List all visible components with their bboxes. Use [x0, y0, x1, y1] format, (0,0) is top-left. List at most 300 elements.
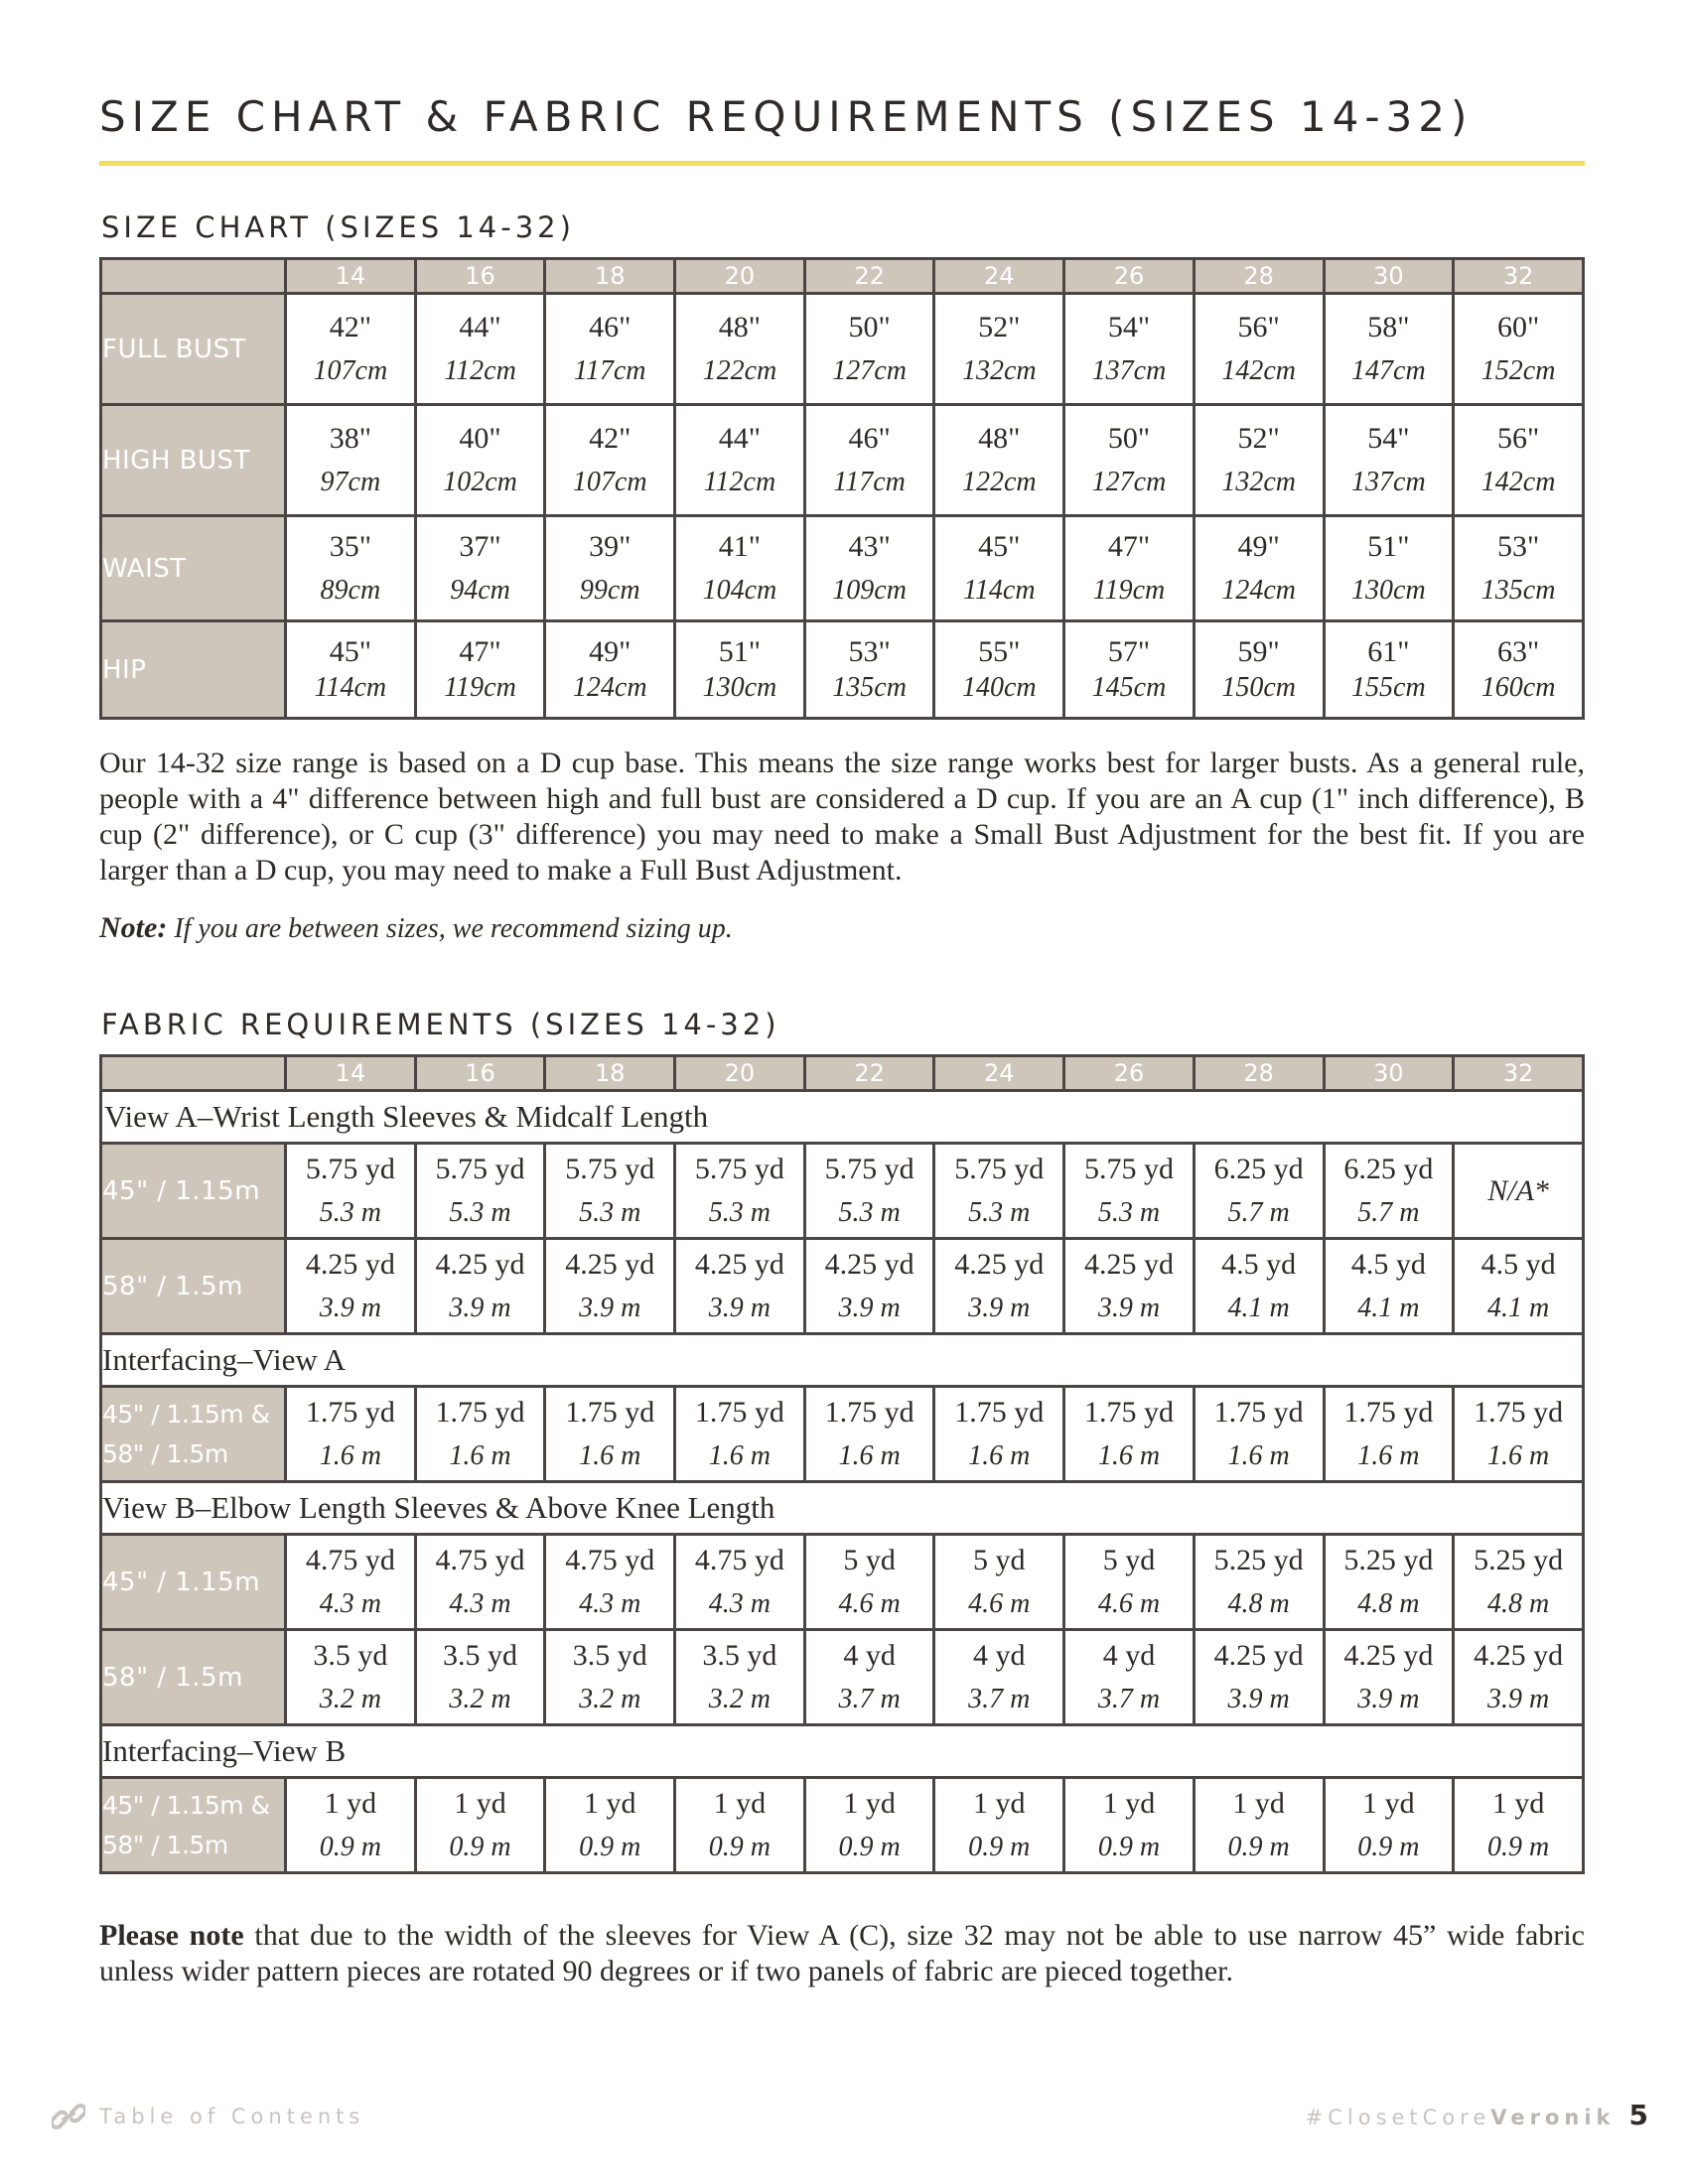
yardage-cell	[1064, 1630, 1195, 1725]
fabric-size-header-32: 32	[1454, 1056, 1584, 1091]
imperial-value: 55"	[978, 634, 1021, 668]
metric-value: 1.6 m	[838, 1439, 901, 1471]
imperial-value: 1 yd	[1102, 1786, 1156, 1820]
measurement-cell	[675, 621, 805, 719]
yardage-cell	[934, 1387, 1064, 1482]
imperial-value: 4 yd	[1102, 1638, 1156, 1672]
imperial-value: 52"	[1237, 421, 1280, 455]
yardage-cell	[1454, 1778, 1584, 1873]
imperial-value: 4 yd	[843, 1638, 896, 1672]
metric-value: 0.9 m	[1097, 1831, 1161, 1862]
metric-value: 107cm	[313, 354, 388, 386]
yardage-cell	[286, 1387, 416, 1482]
size-header-24: 24	[934, 259, 1064, 294]
metric-value: 124cm	[1221, 574, 1296, 606]
metric-value: 4.1 m	[1486, 1292, 1550, 1323]
measurement-cell	[545, 516, 675, 621]
size-header-30: 30	[1324, 259, 1454, 294]
size-header-26: 26	[1064, 259, 1195, 294]
measurement-cell	[286, 405, 416, 516]
yardage-cell	[934, 1778, 1064, 1873]
metric-value: 3.7 m	[1097, 1683, 1161, 1714]
metric-value: 4.8 m	[1227, 1587, 1290, 1619]
yardage-cell	[1194, 1535, 1324, 1630]
metric-value: 114cm	[962, 574, 1036, 606]
section-heading: Interfacing–View A	[101, 1334, 1584, 1387]
size-header-14: 14	[286, 259, 416, 294]
metric-value: 89cm	[320, 574, 381, 606]
imperial-value: 5 yd	[973, 1543, 1026, 1576]
metric-value: 3.9 m	[1227, 1683, 1290, 1714]
imperial-value: 4.5 yd	[1221, 1247, 1297, 1281]
imperial-value: 1 yd	[973, 1786, 1026, 1820]
imperial-value: 5.25 yd	[1474, 1543, 1564, 1576]
metric-value: 0.9 m	[1227, 1831, 1290, 1862]
fabric-width-label: 58" / 1.5m	[101, 1239, 286, 1334]
note-text: If you are between sizes, we recommend sizing up.	[167, 913, 733, 944]
yardage-cell	[1064, 1387, 1195, 1482]
metric-value: 5.3 m	[319, 1196, 381, 1228]
measurement-cell	[415, 294, 545, 405]
fabric-size-header-28: 28	[1194, 1056, 1324, 1091]
imperial-value: 1 yd	[1491, 1786, 1545, 1820]
fabric-width-label: 45" / 1.15m & 58" / 1.5m	[101, 1778, 286, 1873]
imperial-value: 35"	[329, 529, 371, 563]
measurement-cell	[804, 294, 934, 405]
size-header-18: 18	[545, 259, 675, 294]
fabric-requirements-title: FABRIC REQUIREMENTS (SIZES 14-32)	[101, 1008, 780, 1041]
imperial-value: 1 yd	[454, 1786, 506, 1820]
metric-value: 1.6 m	[968, 1439, 1031, 1471]
size-header-32: 32	[1454, 259, 1584, 294]
imperial-value: 1 yd	[583, 1786, 636, 1820]
metric-value: 150cm	[1221, 671, 1296, 703]
yardage-cell	[1194, 1387, 1324, 1482]
metric-value: 1.6 m	[1227, 1439, 1290, 1471]
metric-value: 4.3 m	[708, 1587, 772, 1619]
measurement-cell	[1064, 294, 1195, 405]
imperial-value: 45"	[329, 634, 371, 668]
size-header-22: 22	[804, 259, 934, 294]
fabric-width-label: 45" / 1.15m	[101, 1535, 286, 1630]
metric-value: 4.1 m	[1227, 1292, 1290, 1323]
imperial-value: 4.25 yd	[435, 1247, 525, 1281]
metric-value: 0.9 m	[319, 1831, 381, 1862]
imperial-value: 5.75 yd	[565, 1152, 655, 1185]
measurement-cell	[1064, 621, 1195, 719]
section-row	[101, 1091, 1584, 1144]
imperial-value: 1.75 yd	[824, 1395, 914, 1429]
measurement-cell	[1194, 405, 1324, 516]
yardage-cell	[545, 1239, 675, 1334]
imperial-value: 42"	[329, 310, 371, 343]
metric-value: 132cm	[1221, 466, 1296, 497]
note-label: Note:	[99, 911, 168, 944]
yardage-cell	[1064, 1239, 1195, 1334]
metric-value: 4.3 m	[319, 1587, 381, 1619]
measurement-cell	[1324, 294, 1454, 405]
table-of-contents-link[interactable]	[52, 2103, 364, 2130]
yardage-cell	[1324, 1778, 1454, 1873]
imperial-value: 47"	[459, 634, 501, 668]
yardage-cell	[1454, 1387, 1584, 1482]
metric-value: 104cm	[702, 574, 777, 606]
measurement-cell	[934, 621, 1064, 719]
yardage-cell	[1194, 1630, 1324, 1725]
metric-value: 1.6 m	[708, 1439, 772, 1471]
imperial-value: 4.25 yd	[824, 1247, 914, 1281]
size-header-16: 16	[415, 259, 545, 294]
size-header-20: 20	[675, 259, 805, 294]
metric-value: 112cm	[703, 466, 776, 497]
imperial-value: 4.75 yd	[565, 1543, 655, 1576]
table-row	[101, 1144, 1584, 1239]
imperial-value: 5.75 yd	[1083, 1152, 1174, 1185]
imperial-value: 4.25 yd	[1474, 1638, 1564, 1672]
yardage-cell	[1064, 1144, 1195, 1239]
imperial-value: 46"	[848, 421, 891, 455]
table-row	[101, 621, 1584, 719]
metric-value: 122cm	[961, 466, 1037, 497]
yardage-cell	[286, 1630, 416, 1725]
imperial-value: 1.75 yd	[565, 1395, 655, 1429]
title-underline	[99, 161, 1585, 166]
yardage-cell	[675, 1144, 805, 1239]
imperial-value: 1.75 yd	[305, 1395, 395, 1429]
measurement-cell	[1064, 516, 1195, 621]
table-row	[101, 1239, 1584, 1334]
metric-value: 119cm	[444, 671, 516, 703]
metric-value: 132cm	[961, 354, 1037, 386]
metric-value: 0.9 m	[968, 1831, 1031, 1862]
imperial-value: 1 yd	[1362, 1786, 1415, 1820]
metric-value: 1.6 m	[449, 1439, 511, 1471]
imperial-value: 3.5 yd	[443, 1638, 518, 1672]
metric-value: 5.3 m	[579, 1196, 641, 1228]
measurement-cell	[934, 516, 1064, 621]
measurement-cell	[1194, 621, 1324, 719]
metric-value: 94cm	[450, 574, 510, 606]
imperial-value: 49"	[589, 634, 632, 668]
not-available-value: N/A*	[1487, 1173, 1549, 1207]
imperial-value: 54"	[1107, 310, 1151, 343]
fabric-width-label: 58" / 1.5m	[101, 1630, 286, 1725]
footer-right	[1306, 2099, 1648, 2131]
fabric-size-header-22: 22	[804, 1056, 934, 1091]
measurement-cell	[545, 405, 675, 516]
metric-value: 114cm	[314, 671, 387, 703]
yardage-cell	[1324, 1387, 1454, 1482]
imperial-value: 44"	[459, 310, 501, 343]
imperial-value: 40"	[459, 421, 501, 455]
imperial-value: 3.5 yd	[702, 1638, 777, 1672]
yardage-cell	[415, 1630, 545, 1725]
metric-value: 5.3 m	[968, 1196, 1031, 1228]
metric-value: 117cm	[833, 466, 906, 497]
section-heading: Interfacing–View B	[101, 1725, 1584, 1778]
please-note-label: Please note	[99, 1919, 244, 1952]
imperial-value: 1.75 yd	[1213, 1395, 1304, 1429]
yardage-cell	[675, 1535, 805, 1630]
table-row	[101, 294, 1584, 405]
yardage-cell	[1194, 1778, 1324, 1873]
metric-value: 3.2 m	[708, 1683, 772, 1714]
imperial-value: 5.25 yd	[1343, 1543, 1434, 1576]
fabric-size-header-14: 14	[286, 1056, 416, 1091]
imperial-value: 5.75 yd	[305, 1152, 395, 1185]
yardage-cell	[286, 1535, 416, 1630]
yardage-cell	[286, 1239, 416, 1334]
hashtag-bold: Veronik	[1490, 2106, 1616, 2129]
imperial-value: 51"	[718, 634, 762, 668]
metric-value: 117cm	[573, 354, 646, 386]
table-row	[101, 1630, 1584, 1725]
metric-value: 4.3 m	[579, 1587, 641, 1619]
please-note-paragraph	[99, 1918, 1585, 1989]
imperial-value: 61"	[1367, 634, 1410, 668]
yardage-cell	[934, 1144, 1064, 1239]
metric-value: 152cm	[1480, 354, 1556, 386]
yardage-cell	[1324, 1144, 1454, 1239]
yardage-cell	[1064, 1778, 1195, 1873]
yardage-cell	[804, 1630, 934, 1725]
imperial-value: 4.75 yd	[694, 1543, 784, 1576]
yardage-cell	[545, 1535, 675, 1630]
imperial-value: 5.25 yd	[1213, 1543, 1304, 1576]
metric-value: 1.6 m	[319, 1439, 381, 1471]
measurement-cell	[545, 294, 675, 405]
metric-value: 130cm	[702, 671, 777, 703]
imperial-value: 1.75 yd	[954, 1395, 1045, 1429]
metric-value: 3.9 m	[708, 1292, 772, 1323]
hashtag	[1306, 2106, 1616, 2129]
metric-value: 4.6 m	[968, 1587, 1031, 1619]
measurement-cell	[286, 294, 416, 405]
metric-value: 0.9 m	[1486, 1831, 1550, 1862]
imperial-value: 1.75 yd	[1343, 1395, 1434, 1429]
size-chart-table	[99, 257, 1585, 720]
imperial-value: 4.25 yd	[954, 1247, 1045, 1281]
metric-value: 4.1 m	[1357, 1292, 1420, 1323]
yardage-cell	[1064, 1535, 1195, 1630]
imperial-value: 5 yd	[843, 1543, 896, 1576]
row-label: HIP	[101, 621, 286, 719]
section-row	[101, 1725, 1584, 1778]
page-number: 5	[1628, 2099, 1648, 2131]
metric-value: 145cm	[1091, 671, 1167, 703]
yardage-cell	[675, 1630, 805, 1725]
measurement-cell	[1194, 516, 1324, 621]
metric-value: 4.6 m	[1097, 1587, 1161, 1619]
imperial-value: 4.5 yd	[1350, 1247, 1426, 1281]
metric-value: 3.2 m	[579, 1683, 641, 1714]
measurement-cell	[804, 516, 934, 621]
yardage-cell	[1454, 1144, 1584, 1239]
metric-value: 142cm	[1221, 354, 1296, 386]
imperial-value: 48"	[718, 310, 762, 343]
metric-value: 5.3 m	[1097, 1196, 1161, 1228]
metric-value: 3.9 m	[1097, 1292, 1161, 1323]
metric-value: 135cm	[1480, 574, 1556, 606]
yardage-cell	[415, 1144, 545, 1239]
metric-value: 4.8 m	[1357, 1587, 1420, 1619]
table-row	[101, 1387, 1584, 1482]
imperial-value: 5.75 yd	[824, 1152, 914, 1185]
imperial-value: 45"	[978, 529, 1021, 563]
metric-value: 102cm	[443, 466, 517, 497]
fabric-header-row	[101, 1056, 1584, 1091]
metric-value: 3.9 m	[1486, 1683, 1550, 1714]
imperial-value: 1.75 yd	[694, 1395, 784, 1429]
yardage-cell	[675, 1239, 805, 1334]
row-label: FULL BUST	[101, 294, 286, 405]
yardage-cell	[804, 1778, 934, 1873]
metric-value: 5.3 m	[708, 1196, 772, 1228]
imperial-value: 6.25 yd	[1213, 1152, 1304, 1185]
yardage-cell	[1324, 1239, 1454, 1334]
measurement-cell	[675, 405, 805, 516]
imperial-value: 5.75 yd	[954, 1152, 1045, 1185]
measurement-cell	[675, 516, 805, 621]
fabric-width-label: 45" / 1.15m	[101, 1144, 286, 1239]
metric-value: 1.6 m	[579, 1439, 641, 1471]
yardage-cell	[1454, 1630, 1584, 1725]
table-row	[101, 405, 1584, 516]
measurement-cell	[1454, 621, 1584, 719]
yardage-cell	[545, 1144, 675, 1239]
table-row	[101, 1535, 1584, 1630]
metric-value: 4.8 m	[1486, 1587, 1550, 1619]
measurement-cell	[675, 294, 805, 405]
yardage-cell	[1454, 1535, 1584, 1630]
page-content	[99, 89, 1585, 1989]
yardage-cell	[1194, 1144, 1324, 1239]
measurement-cell	[1324, 405, 1454, 516]
imperial-value: 3.5 yd	[313, 1638, 388, 1672]
imperial-value: 4.5 yd	[1480, 1247, 1556, 1281]
imperial-value: 4.25 yd	[565, 1247, 655, 1281]
imperial-value: 47"	[1107, 529, 1151, 563]
yardage-cell	[545, 1630, 675, 1725]
imperial-value: 1.75 yd	[1474, 1395, 1564, 1429]
metric-value: 0.9 m	[1357, 1831, 1420, 1862]
metric-value: 137cm	[1091, 354, 1167, 386]
link-icon	[52, 2103, 85, 2130]
imperial-value: 4.25 yd	[1083, 1247, 1174, 1281]
metric-value: 127cm	[1091, 466, 1167, 497]
metric-value: 130cm	[1351, 574, 1426, 606]
imperial-value: 57"	[1107, 634, 1151, 668]
imperial-value: 63"	[1496, 634, 1540, 668]
measurement-cell	[1324, 516, 1454, 621]
hashtag-prefix: #ClosetCore	[1305, 2106, 1491, 2129]
imperial-value: 5 yd	[1102, 1543, 1156, 1576]
yardage-cell	[675, 1387, 805, 1482]
measurement-cell	[1454, 516, 1584, 621]
fabric-requirements-table	[99, 1054, 1585, 1874]
imperial-value: 48"	[978, 421, 1021, 455]
metric-value: 5.3 m	[449, 1196, 511, 1228]
metric-value: 0.9 m	[449, 1831, 511, 1862]
measurement-cell	[415, 405, 545, 516]
metric-value: 5.7 m	[1357, 1196, 1420, 1228]
page-title: SIZE CHART & FABRIC REQUIREMENTS (SIZES 14-32)	[99, 92, 1474, 141]
measurement-cell	[934, 294, 1064, 405]
metric-value: 5.7 m	[1227, 1196, 1290, 1228]
imperial-value: 52"	[978, 310, 1021, 343]
measurement-cell	[545, 621, 675, 719]
measurement-cell	[804, 621, 934, 719]
table-row	[101, 1778, 1584, 1873]
imperial-value: 59"	[1237, 634, 1280, 668]
section-heading: View B–Elbow Length Sleeves & Above Knee Length	[101, 1482, 1584, 1535]
metric-value: 119cm	[1092, 574, 1166, 606]
metric-value: 155cm	[1351, 671, 1426, 703]
imperial-value: 4.25 yd	[1213, 1638, 1304, 1672]
measurement-cell	[1194, 294, 1324, 405]
yardage-cell	[804, 1144, 934, 1239]
imperial-value: 5.75 yd	[435, 1152, 525, 1185]
fabric-size-header-18: 18	[545, 1056, 675, 1091]
row-label: HIGH BUST	[101, 405, 286, 516]
section-row	[101, 1334, 1584, 1387]
size-header-row	[101, 259, 1584, 294]
yardage-cell	[415, 1387, 545, 1482]
yardage-cell	[934, 1630, 1064, 1725]
size-chart-title: SIZE CHART (SIZES 14-32)	[101, 210, 575, 244]
fabric-width-label: 45" / 1.15m & 58" / 1.5m	[101, 1387, 286, 1482]
yardage-cell	[1454, 1239, 1584, 1334]
table-row	[101, 516, 1584, 621]
table-corner	[101, 259, 286, 294]
metric-value: 1.6 m	[1357, 1439, 1420, 1471]
yardage-cell	[1324, 1630, 1454, 1725]
imperial-value: 60"	[1496, 310, 1540, 343]
metric-value: 3.7 m	[838, 1683, 901, 1714]
metric-value: 99cm	[579, 574, 640, 606]
imperial-value: 46"	[589, 310, 632, 343]
table-corner	[101, 1056, 286, 1091]
metric-value: 3.9 m	[1357, 1683, 1420, 1714]
metric-value: 124cm	[572, 671, 647, 703]
size-header-28: 28	[1194, 259, 1324, 294]
imperial-value: 53"	[1496, 529, 1540, 563]
imperial-value: 4.25 yd	[305, 1247, 395, 1281]
metric-value: 4.3 m	[449, 1587, 511, 1619]
yardage-cell	[415, 1239, 545, 1334]
fabric-size-header-16: 16	[415, 1056, 545, 1091]
imperial-value: 51"	[1367, 529, 1410, 563]
imperial-value: 50"	[1107, 421, 1151, 455]
measurement-cell	[1454, 405, 1584, 516]
yardage-cell	[804, 1387, 934, 1482]
imperial-value: 58"	[1367, 310, 1410, 343]
yardage-cell	[804, 1535, 934, 1630]
metric-value: 0.9 m	[708, 1831, 772, 1862]
metric-value: 142cm	[1480, 466, 1556, 497]
imperial-value: 42"	[589, 421, 632, 455]
metric-value: 5.3 m	[838, 1196, 901, 1228]
yardage-cell	[1194, 1239, 1324, 1334]
yardage-cell	[675, 1778, 805, 1873]
imperial-value: 4.25 yd	[1343, 1638, 1434, 1672]
imperial-value: 41"	[718, 529, 762, 563]
imperial-value: 38"	[329, 421, 371, 455]
measurement-cell	[415, 516, 545, 621]
yardage-cell	[1324, 1535, 1454, 1630]
measurement-cell	[415, 621, 545, 719]
measurement-cell	[804, 405, 934, 516]
